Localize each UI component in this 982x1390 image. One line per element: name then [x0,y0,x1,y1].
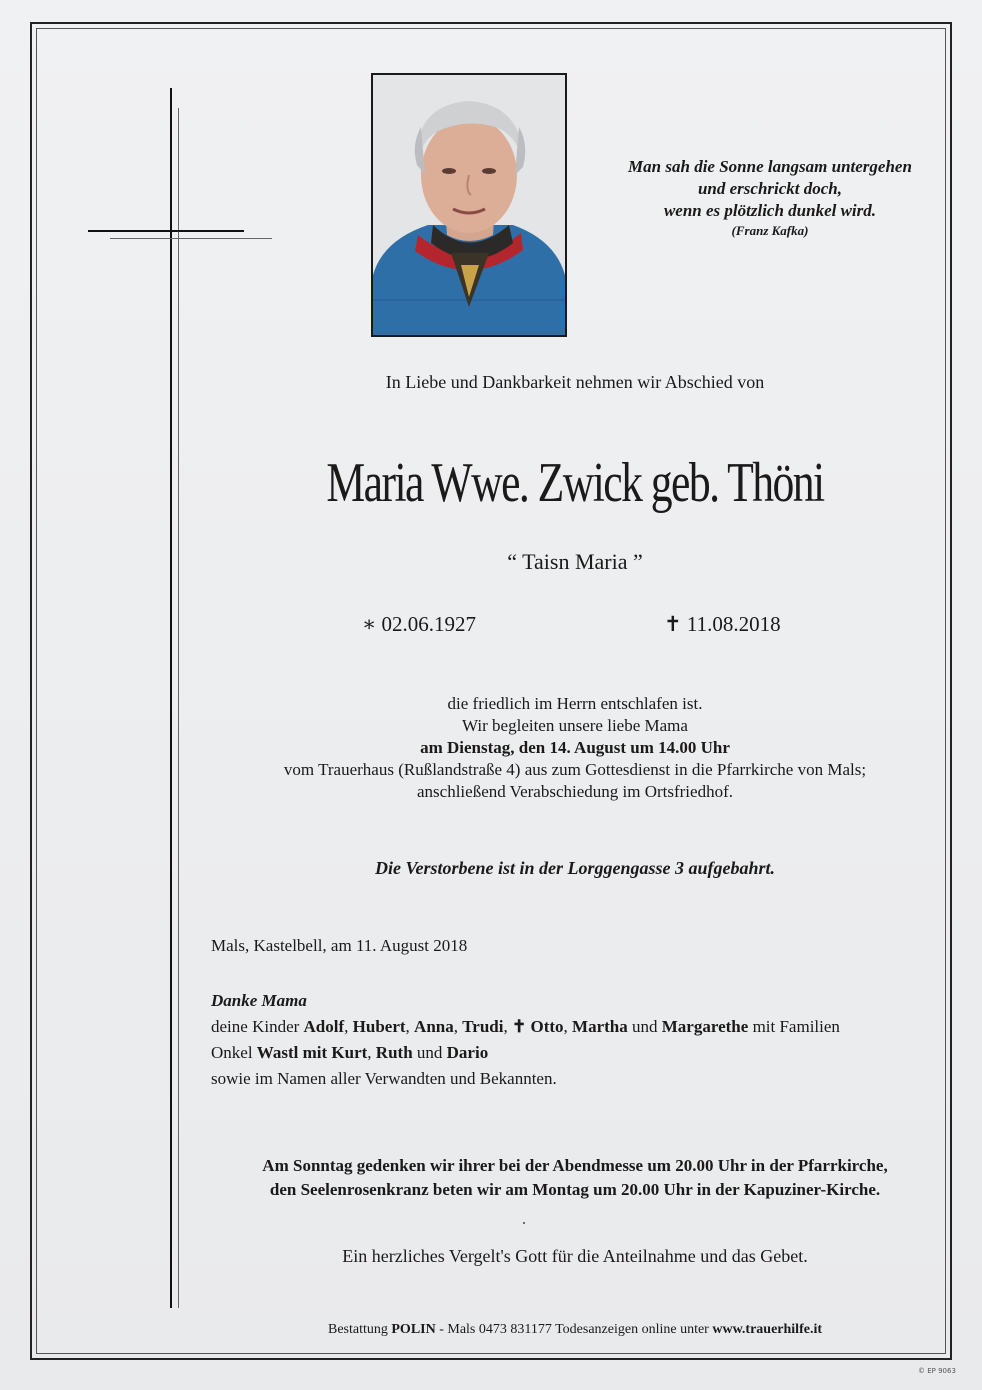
child-name: ✝ Otto [512,1017,564,1036]
cross-icon [170,88,172,1308]
quote-line: und erschrickt doch, [697,179,843,198]
child-name: Martha [572,1017,628,1036]
family-signature [211,988,951,1092]
announcement-line: die friedlich im Herrn entschlafen ist. [447,694,703,713]
child-name: Hubert [352,1017,406,1036]
conjunction: und [627,1017,662,1036]
child-name: Margarethe [661,1017,749,1036]
relative-name: Ruth [375,1043,413,1062]
separator: , [367,1043,376,1062]
separator: , [405,1017,415,1036]
memorial-line: den Seelenrosenkranz beten wir am Montag um 20.00 Uhr in der Kapuziner-Kirche. [269,1180,881,1199]
cross-shadow-horizontal [110,238,272,239]
portrait-photo [371,73,567,337]
cross-crossbar [88,230,244,232]
separator: , [344,1017,353,1036]
footer-prefix: Bestattung [327,1322,392,1337]
death-date: ✝ 11.08.2018 [664,612,781,636]
intro-line: In Liebe und Dankbarkeit nehmen wir Abschied von [385,372,765,392]
separator: , [503,1017,512,1036]
child-name: Trudi [462,1017,504,1036]
portrait-image [373,75,565,335]
children-line [211,1014,951,1040]
conjunction: und [412,1043,447,1062]
child-name: Anna [414,1017,454,1036]
quote-author: (Franz Kafka) [731,223,809,238]
deceased-name: Maria Wwe. Zwick geb. Thöni [326,452,824,514]
announcement-line: anschließend Verabschiedung im Ortsfriedhof. [417,782,733,801]
separator: , [453,1017,463,1036]
footer-contact: - Mals 0473 831177 Todesanzeigen online unter [435,1322,713,1337]
thanks-heading: Danke Mama [211,991,307,1010]
funeral-date: am Dienstag, den 14. August um 14.00 Uhr [420,738,730,757]
company-name: POLIN [391,1322,436,1337]
birth-date: ∗ 02.06.1927 [362,612,477,636]
footer [200,1322,950,1338]
website-link[interactable]: www.trauerhilfe.it [712,1322,823,1337]
children-suffix: mit Familien [748,1017,840,1036]
quote-line: Man sah die Sonne langsam untergehen [628,157,912,176]
uncle-name: Wastl [256,1043,299,1062]
children-prefix: deine Kinder [211,1017,304,1036]
relatives-line: sowie im Namen aller Verwandten und Bekannten. [211,1069,557,1088]
announcement-line: vom Trauerhaus (Rußlandstraße 4) aus zum Gottesdienst in die Pfarrkirche von Mals; [283,760,867,779]
announcement-line: Wir begleiten unsere liebe Mama [462,716,688,735]
quote-line: wenn es plötzlich dunkel wird. [663,201,877,220]
place-date: Mals, Kastelbell, am 11. August 2018 [211,936,468,955]
memorial-line: Am Sonntag gedenken wir ihrer bei der Abendmesse um 20.00 Uhr in der Pfarrkirche, [262,1156,888,1175]
lying-in-state-note: Die Verstorbene ist in der Lorggengasse 3 aufgebahrt. [374,858,776,878]
memorial-mass [200,1154,950,1202]
with-word: mit [298,1043,332,1062]
child-name: Adolf [303,1017,345,1036]
gratitude-line: Ein herzliches Vergelt's Gott für die Anteilnahme und das Gebet. [342,1246,808,1266]
relative-name: Dario [446,1043,489,1062]
uncle-line [211,1040,951,1066]
funeral-announcement [200,693,950,803]
relative-name: Kurt [331,1043,368,1062]
print-code: © EP 9063 [918,1367,956,1375]
kafka-quote [580,156,960,240]
deceased-nickname: “ Taisn Maria ” [507,549,643,574]
cross-shadow-vertical [178,108,179,1308]
uncle-prefix: Onkel [211,1043,257,1062]
divider-dot [523,1222,525,1224]
separator: , [563,1017,573,1036]
